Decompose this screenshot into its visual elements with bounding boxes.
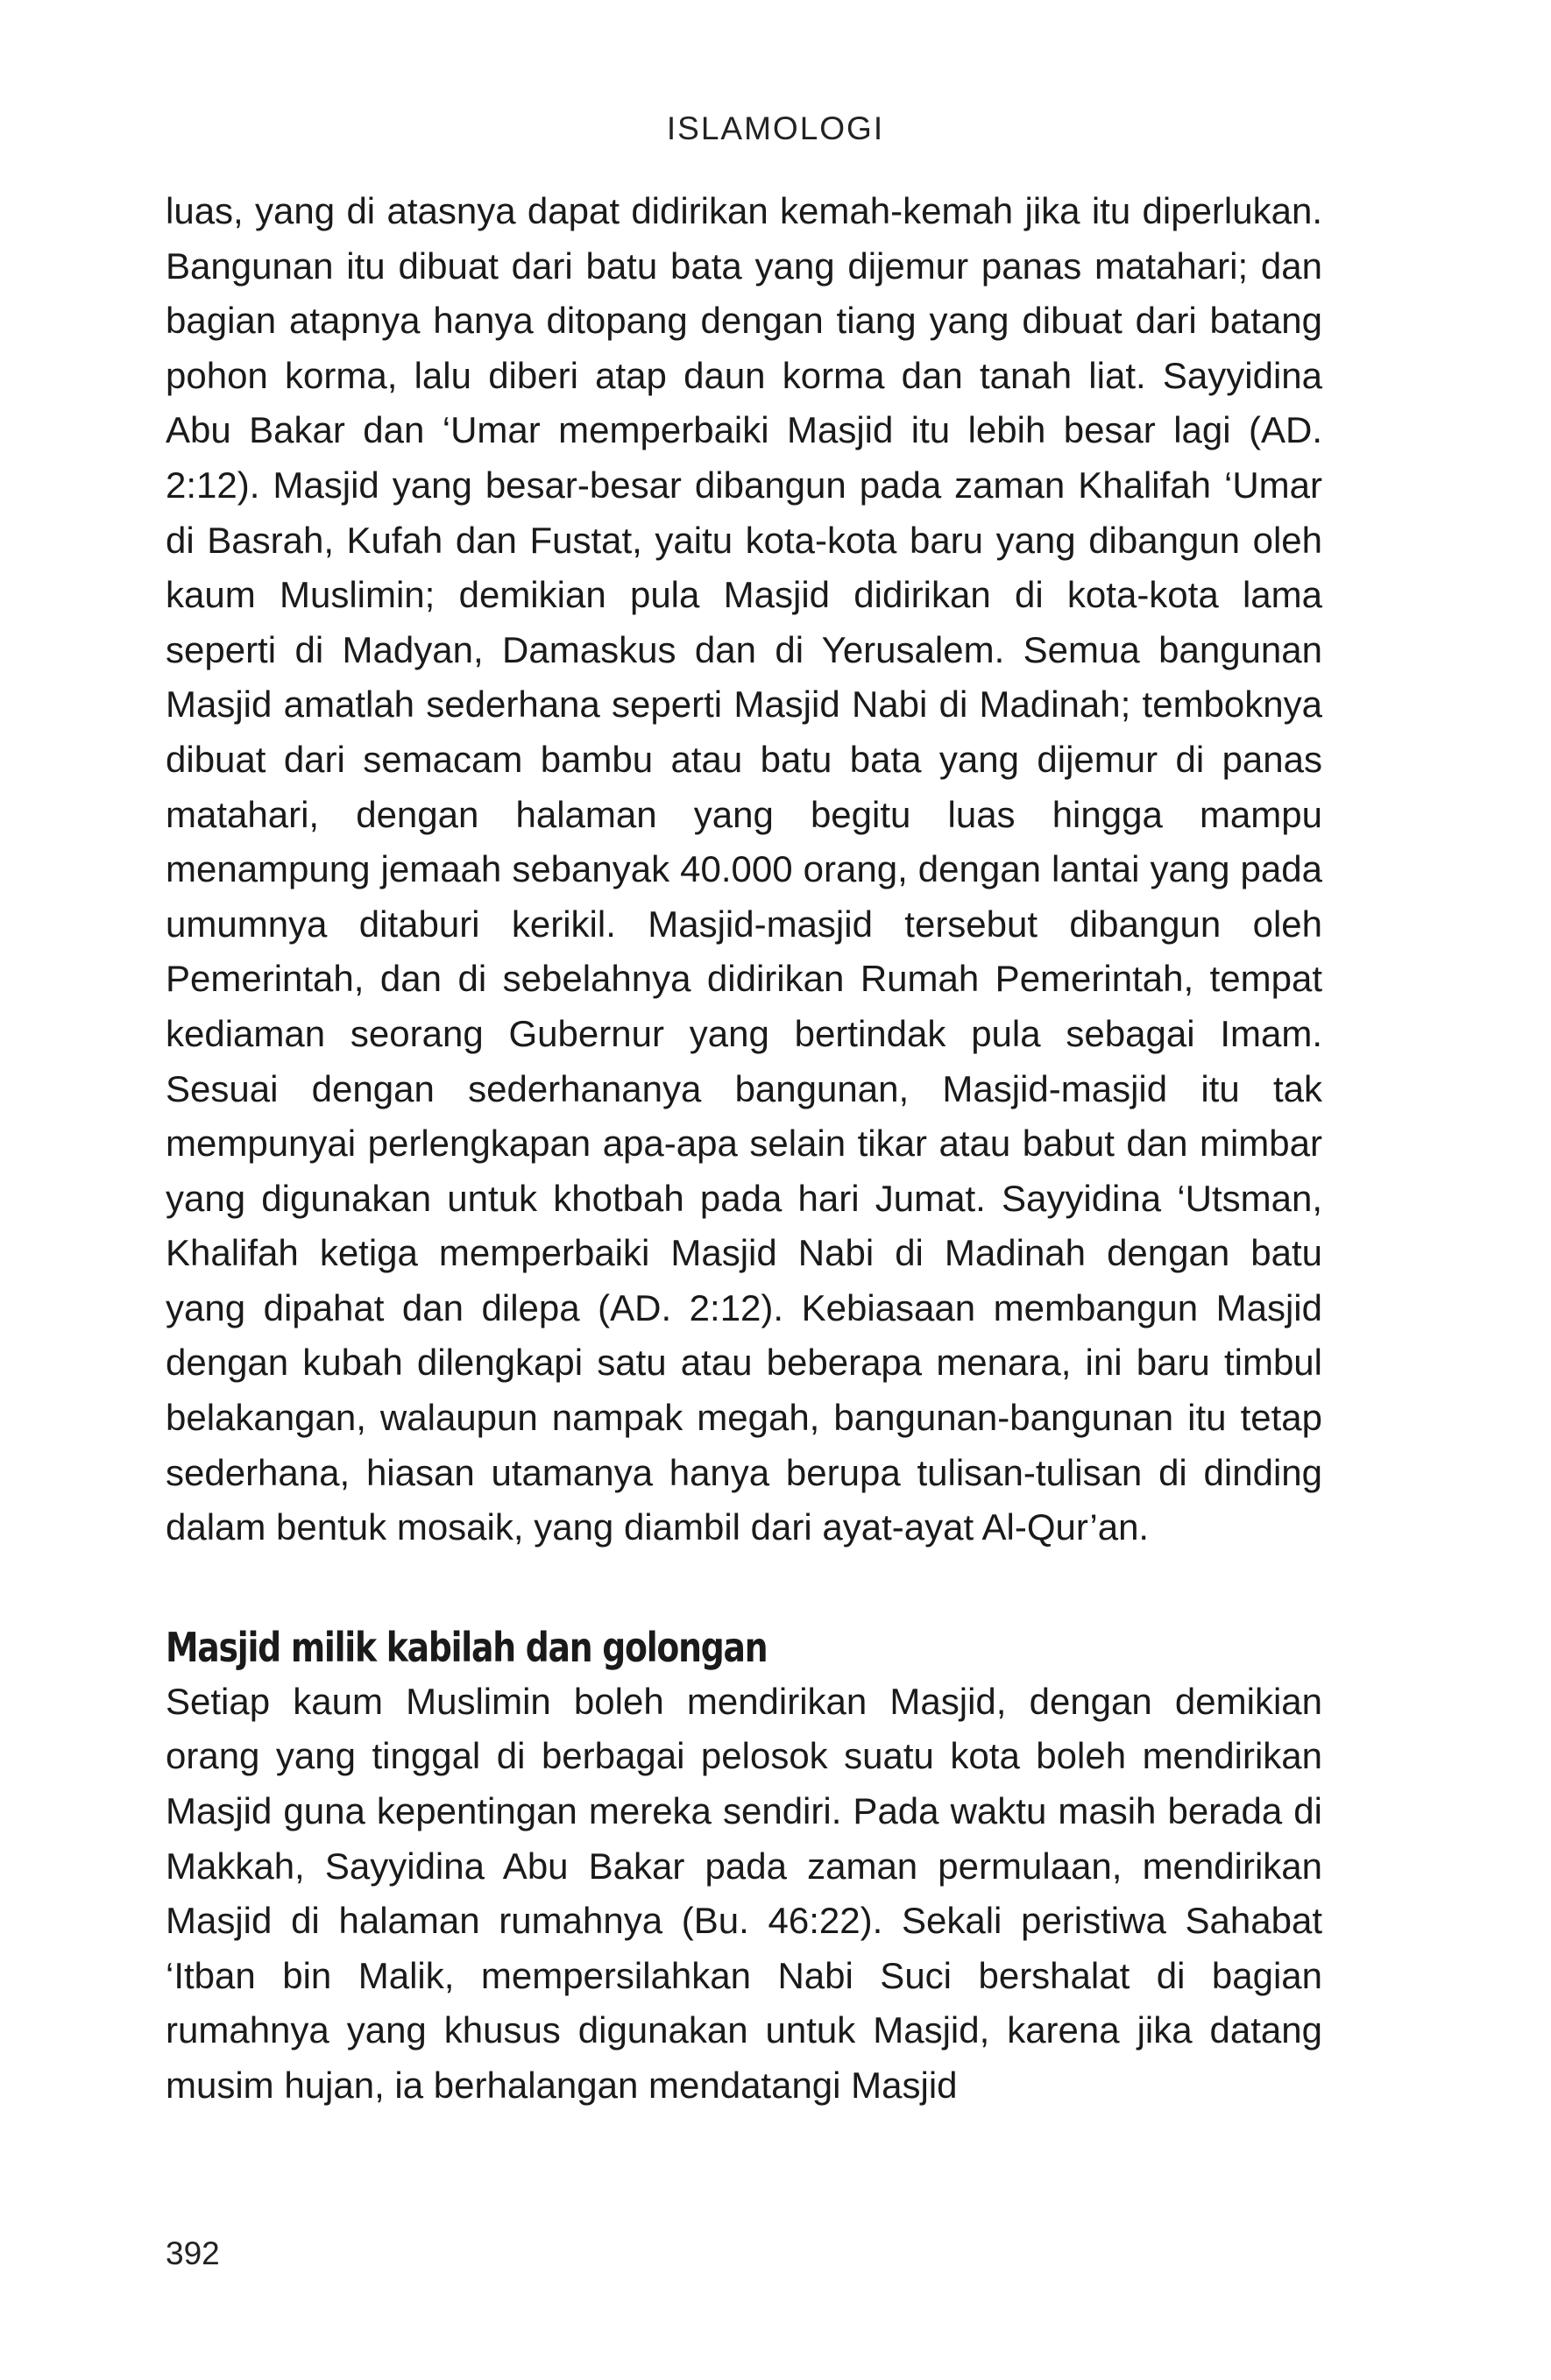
page-number: 392 [166, 2235, 220, 2271]
running-header: ISLAMOLOGI [666, 110, 885, 146]
body-paragraph-1: luas, yang di atasnya dapat didirikan kemah-kemah jika itu diperlukan. Bangunan itu dibuat dari batu bata yang dijemur panas matahari; dan bagian atapnya hanya ditopang dengan tiang yang dibuat dari batang pohon korma, lalu diberi atap daun korma dan tanah liat. Sayyidina Abu Bakar dan ‘Umar memperbaiki Masjid itu lebih besar lagi (AD. 2:12). Masjid yang besar-besar dibangun pada zaman Khalifah ‘Umar di Basrah, Kufah dan Fustat, yaitu kota-kota baru yang dibangun oleh kaum Muslimin; demikian pula Masjid didirikan di kota-kota lama seperti di Madyan, Damaskus dan di Yerusalem. Semua bangunan Masjid amatlah sederhana seperti Masjid Nabi di Madinah; temboknya dibuat dari semacam bambu atau batu bata yang dijemur di panas matahari, dengan halaman yang begitu luas hingga mampu menampung jemaah sebanyak 40.000 orang, dengan lantai yang pada umumnya ditaburi kerikil. Masjid-masjid tersebut dibangun oleh Pemerintah, dan di sebelahnya didirikan Rumah Pemerintah, tempat kediaman seorang Gubernur yang bertindak pula sebagai Imam. Sesuai dengan sederhananya bangunan, Masjid-masjid itu tak mempunyai perlengkapan apa-apa selain tikar atau babut dan mimbar yang digunakan untuk khotbah pada hari Jumat. Sayyidina ‘Utsman, Khalifah ketiga memperbaiki Masjid Nabi di Madinah dengan batu yang dipahat dan dilepa (AD. 2:12). Kebiasaan membangun Masjid dengan kubah dilengkapi satu atau beberapa menara, ini baru timbul belakangan, walaupun nampak megah, bangunan-bangunan itu tetap sederhana, hiasan utamanya hanya berupa tulisan-tulisan di dinding dalam bentuk mosaik, yang diambil dari ayat-ayat Al-Qur’an. [166, 190, 1322, 1548]
page-content [166, 184, 1322, 2114]
section-heading: Masjid milik kabilah dan golongan [166, 1623, 768, 1671]
body-paragraph-2: Setiap kaum Muslimin boleh mendirikan Masjid, dengan demikian orang yang tinggal di berbagai pelosok suatu kota boleh mendirikan Masjid guna kepentingan mereka sendiri. Pada waktu masih berada di Makkah, Sayyidina Abu Bakar pada zaman permulaan, mendirikan Masjid di halaman rumahnya (Bu. 46:22). Sekali peristiwa Sahabat ‘Itban bin Malik, mempersilahkan Nabi Suci bershalat di bagian rumahnya yang khusus digunakan untuk Masjid, karena jika datang musim hujan, ia berhalangan mendatangi Masjid [166, 1680, 1322, 2106]
